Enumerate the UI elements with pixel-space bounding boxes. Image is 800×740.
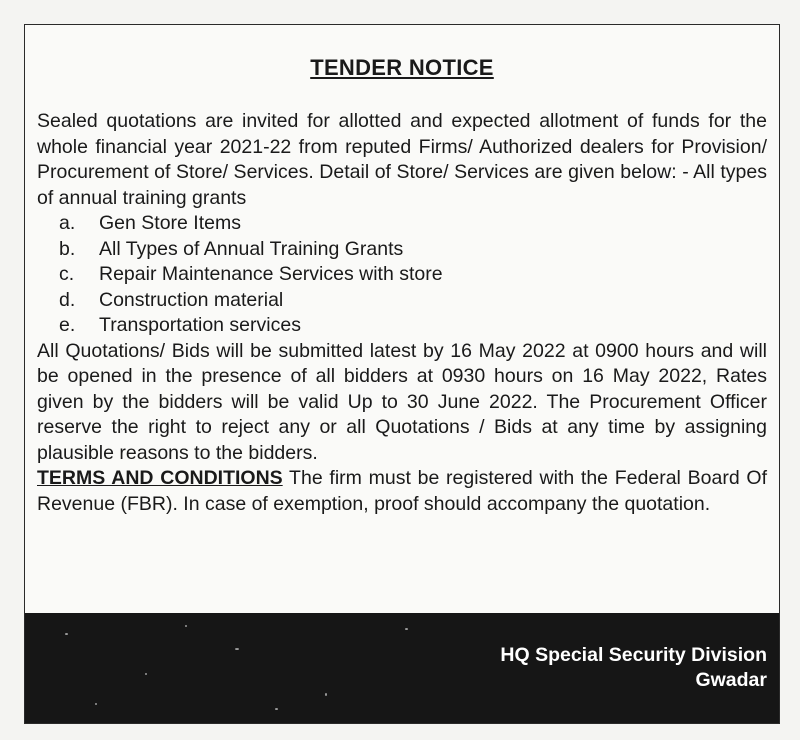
org-name: HQ Special Security Division	[500, 644, 767, 666]
tender-notice	[24, 24, 780, 724]
intro-paragraph: Sealed quotations are invited for allotted and expected allotment of funds for the whole financial year 2021-22 from reputed Firms/ Authorized dealers for Provision/ Procurement of Store/ Services. Detail of Store/ Services are given below: - All types of annual training grants	[37, 110, 767, 209]
list-item-text: Transportation services	[99, 314, 301, 336]
list-item	[59, 237, 767, 263]
list-marker: d.	[59, 288, 76, 311]
list-item	[59, 288, 767, 314]
list-item-text: All Types of Annual Training Grants	[99, 237, 404, 260]
list-marker: e.	[59, 314, 76, 336]
list-marker: a.	[59, 212, 76, 234]
terms-paragraph	[37, 466, 767, 517]
notice-title: TENDER NOTICE	[310, 55, 494, 80]
list-item-text: Repair Maintenance Services with store	[99, 263, 443, 285]
footer-band	[25, 613, 779, 723]
list-marker: b.	[59, 237, 76, 260]
list-marker: c.	[59, 263, 75, 285]
issuing-organization	[500, 643, 767, 693]
store-items-list	[37, 211, 767, 339]
notice-body	[37, 109, 767, 517]
terms-text: The firm must be registered with the Federal Board Of Revenue (FBR). In case of exemption, proof should accompany the quotation.	[37, 467, 767, 515]
list-item-text: Construction material	[99, 288, 284, 311]
list-item-text: Gen Store Items	[99, 212, 241, 234]
list-item	[59, 262, 767, 288]
submission-paragraph: All Quotations/ Bids will be submitted latest by 16 May 2022 at 0900 hours and will be opened in the presence of all bidders at 0930 hours on 16 May 2022, Rates given by the bidders will be valid Up to 30 June 2022. The Procurement Officer reserve the right to reject any or all Quotations / Bids at any time by assigning plausible reasons to the bidders.	[37, 339, 767, 464]
list-item	[59, 313, 767, 339]
org-location: Gwadar	[695, 669, 767, 691]
terms-heading: TERMS AND CONDITIONS	[37, 467, 283, 489]
list-item	[59, 211, 767, 237]
